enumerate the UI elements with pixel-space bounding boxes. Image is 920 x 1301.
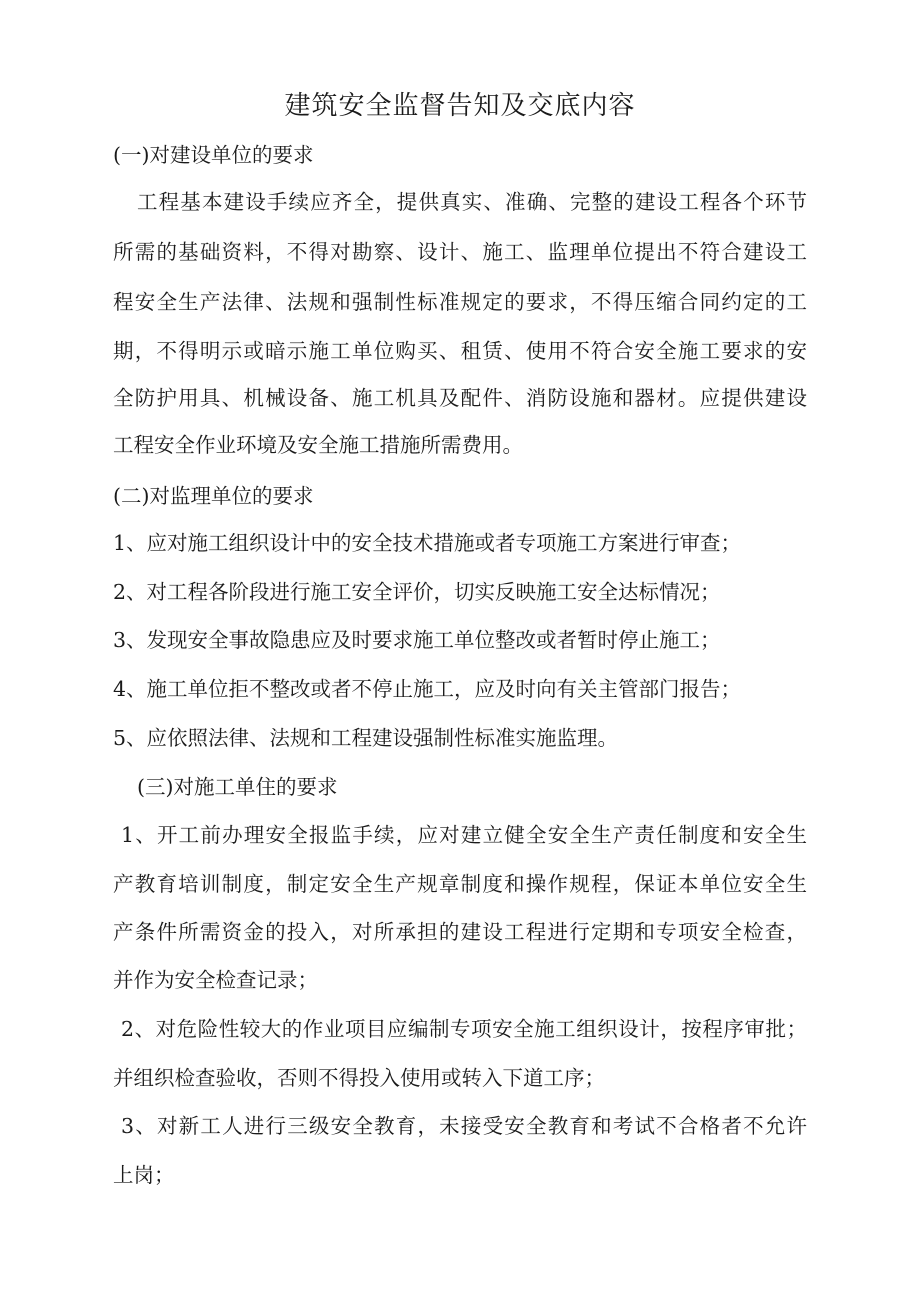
document-title: 建筑安全监督告知及交底内容	[284, 91, 636, 121]
section3-heading: (三)对施工单住的要求	[137, 775, 338, 799]
section3-item1-line: 1、开工前办理安全报监手续，应对建立健全安全生产责任制度和安全生	[121, 823, 807, 847]
section2-item: 2、对工程各阶段进行施工安全评价，切实反映施工安全达标情况；	[113, 580, 721, 604]
section3-item1-line: 产教育培训制度，制定安全生产规章制度和操作规程，保证本单位安全生	[113, 872, 807, 896]
section2-item: 4、施工单位拒不整改或者不停止施工，应及时向有关主管部门报告；	[113, 677, 742, 701]
section3-item2-line: 2、对危险性较大的作业项目应编制专项安全施工组织设计，按程序审批；	[121, 1017, 807, 1041]
section2-item: 5、应依照法律、法规和工程建设强制性标准实施监理。	[113, 726, 619, 750]
section3-item1-line: 产条件所需资金的投入，对所承担的建设工程进行定期和专项安全检查，	[113, 920, 807, 944]
section1-line: 所需的基础资料，不得对勘察、设计、施工、监理单位提出不符合建设工	[113, 240, 807, 264]
section2-heading: (二)对监理单位的要求	[113, 484, 314, 508]
section1-heading: (一)对建设单位的要求	[113, 143, 314, 167]
section1-line: 工程基本建设手续应齐全，提供真实、准确、完整的建设工程各个环节	[137, 190, 807, 214]
section1-line: 全防护用具、机械设备、施工机具及配件、消防设施和器材。应提供建设	[113, 386, 807, 410]
section2-item: 3、发现安全事故隐患应及时要求施工单位整改或者暂时停止施工；	[113, 628, 721, 652]
section2-item: 1、应对施工组织设计中的安全技术措施或者专项施工方案进行审查；	[113, 531, 742, 555]
section1-line: 程安全生产法律、法规和强制性标准规定的要求，不得压缩合同约定的工	[113, 290, 807, 314]
section3-item1-line: 并作为安全检查记录；	[113, 968, 318, 992]
section3-item2-line: 并组织检查验收，否则不得投入使用或转入下道工序；	[113, 1066, 605, 1090]
section3-item3-line: 上岗；	[113, 1163, 175, 1187]
section1-line: 期，不得明示或暗示施工单位购买、租赁、使用不符合安全施工要求的安	[113, 339, 807, 363]
section1-line: 工程安全作业环境及安全施工措施所需费用。	[113, 433, 523, 457]
section3-item3-line: 3、对新工人进行三级安全教育，未接受安全教育和考试不合格者不允许	[121, 1114, 807, 1138]
